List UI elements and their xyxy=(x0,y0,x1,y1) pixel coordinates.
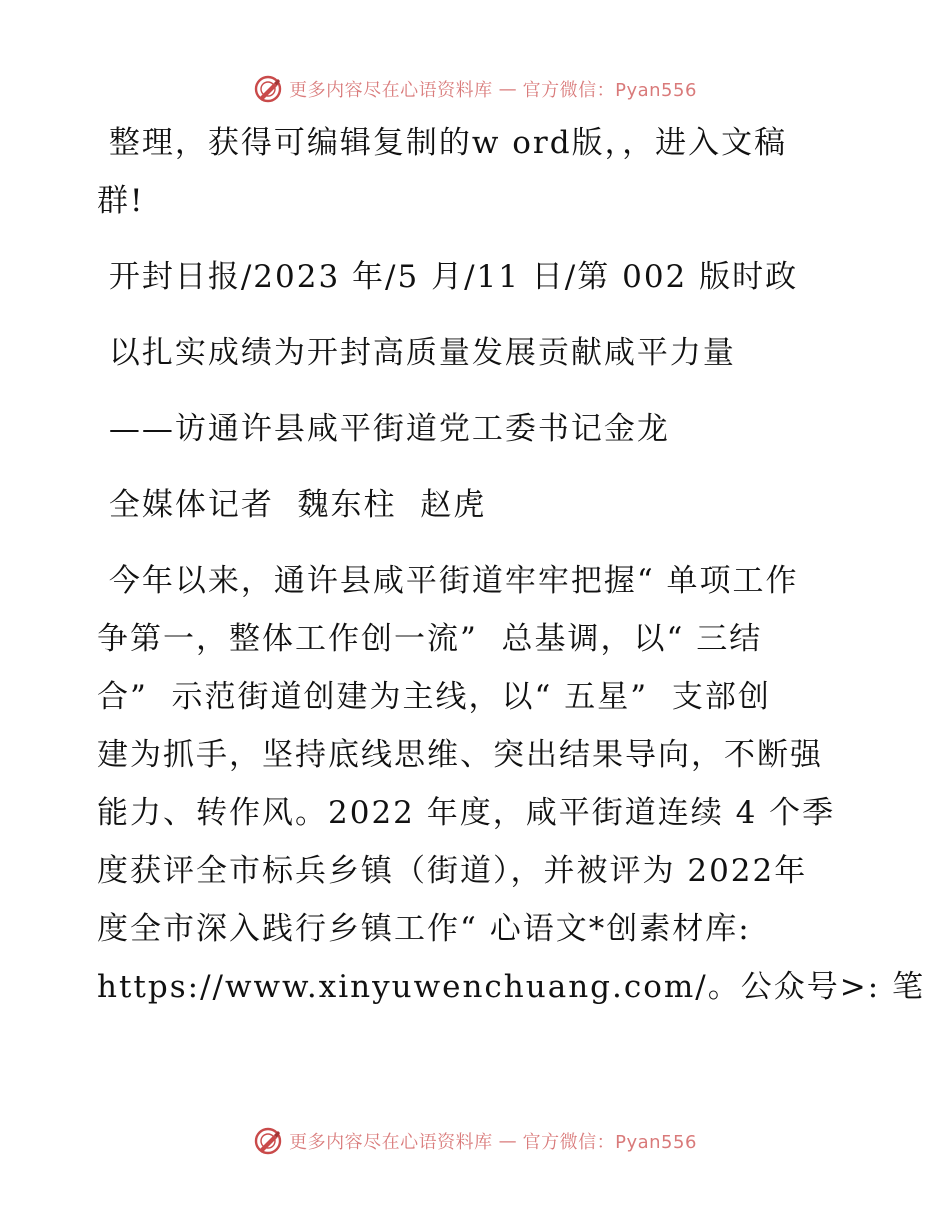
document-body xyxy=(97,114,926,1016)
header-watermark xyxy=(0,72,950,106)
body-line-7: 度全市深入践行乡镇工作“ 心语文*创素材库: xyxy=(97,911,751,947)
pen-logo-icon xyxy=(253,1126,283,1156)
intro-line-2: 群! xyxy=(97,183,145,219)
pen-logo-icon xyxy=(253,74,283,104)
watermark-official: 官方微信：Pyan556 xyxy=(522,80,697,101)
watermark-dash: — xyxy=(498,78,517,100)
watermark-text: 更多内容尽在心语资料库 xyxy=(289,80,493,101)
dateline: 开封日报/2023 年/5 月/11 日/第 002 版时政 xyxy=(97,259,799,295)
body-line-8: https://www.xinyuwenchuang.com/。公众号>: 笔 xyxy=(97,969,926,1005)
body-line-1: 今年以来，通许县咸平街道牢牢把握“ 单项工作 xyxy=(97,563,799,599)
watermark-official: 官方微信：Pyan556 xyxy=(522,1132,697,1153)
body-line-3: 合” 示范街道创建为主线，以“ 五星” 支部创 xyxy=(97,679,771,715)
body-line-4: 建为抓手，坚持底线思维、突出结果导向，不断强 xyxy=(97,737,823,773)
body-line-5: 能力、转作风。2022 年度，咸平街道连续 4 个季 xyxy=(97,795,836,831)
intro-line-1: 整理，获得可编辑复制的w ord版，，进入文稿 xyxy=(97,125,788,161)
watermark-text: 更多内容尽在心语资料库 xyxy=(289,1132,493,1153)
footer-watermark xyxy=(0,1124,950,1158)
watermark-dash: — xyxy=(498,1130,517,1152)
body-line-2: 争第一，整体工作创一流” 总基调，以“ 三结 xyxy=(97,621,763,657)
subtitle: ——访通许县咸平街道党工委书记金龙 xyxy=(97,411,670,447)
body-line-6: 度获评全市标兵乡镇（街道），并被评为 2022年 xyxy=(97,853,808,889)
headline: 以扎实成绩为开封高质量发展贡献咸平力量 xyxy=(97,335,736,371)
byline: 全媒体记者 魏东柱 赵虎 xyxy=(97,487,487,523)
